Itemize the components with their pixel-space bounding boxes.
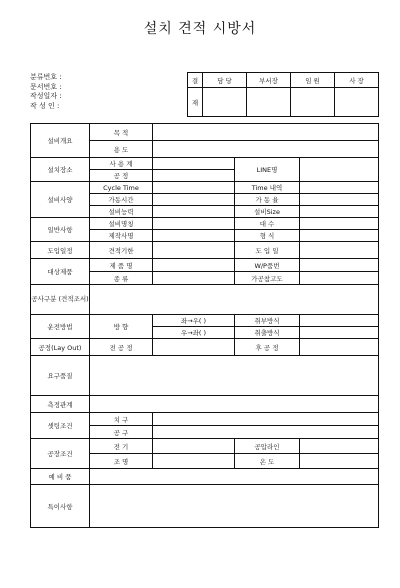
label-price-ref: 가공참고도 — [235, 272, 300, 285]
field-equipment-name[interactable] — [153, 218, 235, 230]
classification-no-label: 분류번호 : — [30, 73, 62, 81]
field-use[interactable] — [153, 141, 379, 158]
field-operating-rate[interactable] — [300, 194, 379, 206]
section-spec: 설비사양 — [31, 182, 90, 218]
section-general: 일반사항 — [31, 218, 90, 242]
label-operating-time: 가동시간 — [90, 194, 153, 206]
label-cycle-time: Cycle Time — [90, 182, 153, 194]
section-layout: 공정(Lay Out) — [31, 339, 90, 356]
field-spare[interactable] — [90, 469, 379, 485]
label-part-no: W/P품번 — [235, 259, 300, 272]
section-schedule: 도입일정 — [31, 242, 90, 259]
label-process: 공 정 — [90, 170, 153, 182]
label-purpose: 목 적 — [90, 124, 153, 141]
field-temperature[interactable] — [300, 454, 379, 469]
label-jig: 치 구 — [90, 413, 153, 426]
field-loading[interactable] — [300, 315, 379, 327]
field-price-ref[interactable] — [300, 272, 379, 285]
signature-box-dept-head[interactable] — [247, 88, 291, 117]
label-temperature: 온 도 — [235, 454, 300, 469]
section-measurement: 측정관계 — [31, 396, 90, 413]
approval-label-top: 결 — [188, 73, 203, 88]
document-meta — [30, 73, 62, 111]
label-quote-deadline: 견적기한 — [90, 242, 153, 259]
label-quantity: 대 수 — [235, 218, 300, 230]
label-use: 용 도 — [90, 141, 153, 158]
created-date-label: 작성일자 : — [30, 92, 62, 100]
field-maker[interactable] — [153, 230, 235, 242]
field-kind[interactable] — [153, 272, 235, 285]
label-post-process: 후 공 정 — [235, 339, 300, 356]
label-direction: 방 향 — [90, 315, 153, 339]
field-measurement[interactable] — [90, 396, 379, 413]
signature-box-manager[interactable] — [203, 88, 247, 117]
field-quantity[interactable] — [300, 218, 379, 230]
document-title: 설치 견적 시방서 — [143, 21, 257, 37]
section-setting: 셋팅조건 — [31, 413, 90, 439]
approval-header-executive: 임 원 — [291, 73, 335, 88]
label-capability: 설비능력 — [90, 206, 153, 218]
label-size: 설비Size — [235, 206, 300, 218]
field-quote-deadline[interactable] — [153, 242, 235, 259]
field-size[interactable] — [300, 206, 379, 218]
spec-form-table — [30, 123, 379, 528]
field-process[interactable] — [153, 170, 235, 182]
section-factory: 공장조건 — [31, 439, 90, 469]
label-maker: 제작사명 — [90, 230, 153, 242]
section-quality: 요구품질 — [31, 356, 90, 396]
section-work-scope: 공사구분 (견적조서) — [31, 285, 90, 315]
field-cycle-detail[interactable] — [300, 182, 379, 194]
section-transport: 운전방법 — [31, 315, 90, 339]
field-work-scope[interactable] — [90, 285, 379, 315]
field-unloading[interactable] — [300, 327, 379, 339]
field-operating-time[interactable] — [153, 194, 235, 206]
label-pre-process: 전 공 정 — [90, 339, 153, 356]
field-part-no[interactable] — [300, 259, 379, 272]
label-air-pressure: 공압라인 — [235, 439, 300, 454]
section-location: 설치장소 — [31, 158, 90, 182]
field-capability[interactable] — [153, 206, 235, 218]
label-form-type: 형 식 — [235, 230, 300, 242]
section-spare: 예 비 품 — [31, 469, 90, 485]
label-user-dept: 사 용 계 — [90, 158, 153, 170]
field-quality[interactable] — [90, 356, 379, 396]
approval-table — [187, 72, 379, 117]
field-cycle-time[interactable] — [153, 182, 235, 194]
document-no-label: 문서번호 : — [30, 82, 62, 91]
field-notes[interactable] — [90, 485, 379, 528]
label-cycle-detail: Time 내역 — [235, 182, 300, 194]
field-form-type[interactable] — [300, 230, 379, 242]
signature-box-executive[interactable] — [291, 88, 335, 117]
label-tool: 공 구 — [90, 426, 153, 439]
field-user-dept[interactable] — [153, 158, 235, 170]
section-overview: 설비개요 — [31, 124, 90, 158]
approval-label-bottom: 재 — [188, 88, 203, 117]
approval-header-manager: 담 당 — [203, 73, 247, 88]
label-unloading: 취출방식 — [235, 327, 300, 339]
field-line-name[interactable] — [300, 158, 379, 182]
label-electric: 전 기 — [90, 439, 153, 454]
section-notes: 특이사항 — [31, 485, 90, 528]
field-air-pressure[interactable] — [300, 439, 379, 454]
label-operating-rate: 가 동 율 — [235, 194, 300, 206]
field-intro-date[interactable] — [300, 242, 379, 259]
label-lighting: 조 명 — [90, 454, 153, 469]
label-kind: 종 류 — [90, 272, 153, 285]
label-equipment-name: 설비명칭 — [90, 218, 153, 230]
label-intro-date: 도 입 일 — [235, 242, 300, 259]
option-dir-right-to-left[interactable]: 우→좌( ) — [153, 327, 235, 339]
label-line-name: LINE명 — [235, 158, 300, 182]
field-post-process[interactable] — [300, 339, 379, 356]
section-target: 대상제품 — [31, 259, 90, 285]
field-jig[interactable] — [153, 413, 379, 426]
author-label: 작 성 인 : — [30, 101, 60, 110]
option-dir-left-to-right[interactable]: 좌→우( ) — [153, 315, 235, 327]
signature-box-ceo[interactable] — [335, 88, 379, 117]
field-tool[interactable] — [153, 426, 379, 439]
field-product-name[interactable] — [153, 259, 235, 272]
field-electric[interactable] — [153, 439, 235, 454]
label-product-name: 제 품 명 — [90, 259, 153, 272]
field-lighting[interactable] — [153, 454, 235, 469]
label-loading: 취부방식 — [235, 315, 300, 327]
approval-header-dept-head: 부서장 — [247, 73, 291, 88]
field-purpose[interactable] — [153, 124, 379, 141]
field-pre-process[interactable] — [153, 339, 235, 356]
approval-header-ceo: 사 장 — [335, 73, 379, 88]
